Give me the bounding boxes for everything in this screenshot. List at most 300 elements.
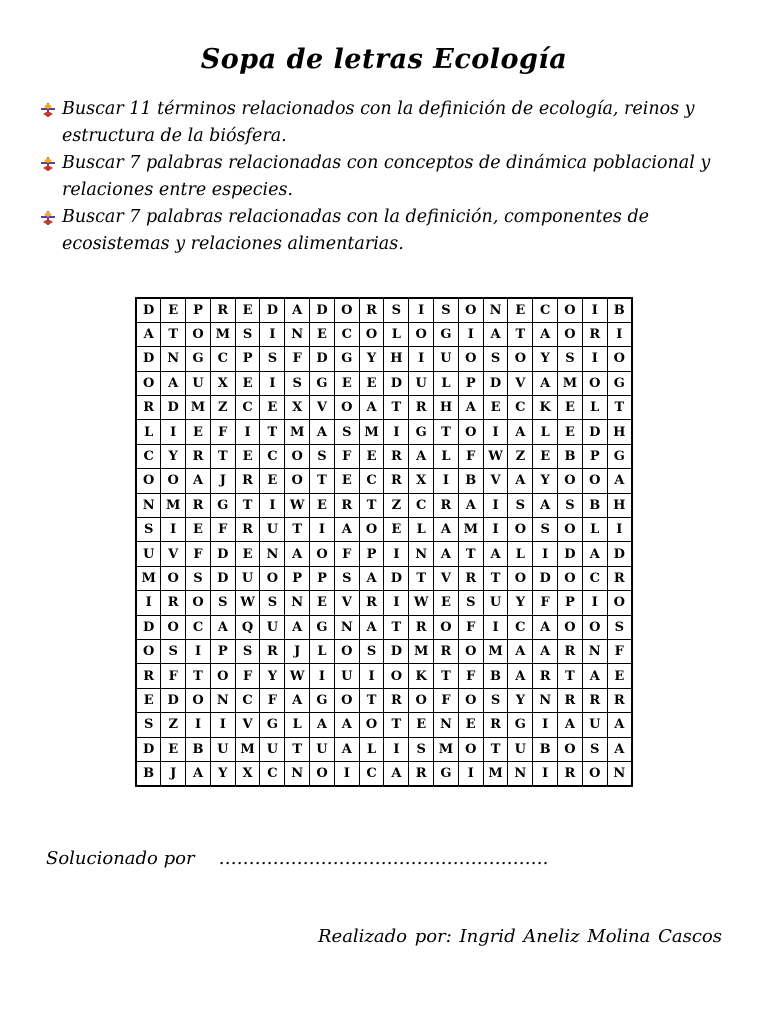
grid-cell[interactable]: G (607, 444, 632, 468)
grid-cell[interactable]: X (210, 371, 235, 395)
grid-cell[interactable]: T (186, 664, 211, 688)
grid-cell[interactable]: N (434, 713, 459, 737)
grid-cell[interactable]: I (384, 737, 409, 761)
grid-cell[interactable]: I (310, 664, 335, 688)
grid-cell[interactable]: Y (508, 688, 533, 712)
grid-cell[interactable]: B (607, 298, 632, 322)
grid-cell[interactable]: S (607, 615, 632, 639)
grid-cell[interactable]: A (508, 664, 533, 688)
grid-cell[interactable]: A (310, 420, 335, 444)
grid-cell[interactable]: T (285, 518, 310, 542)
grid-cell[interactable]: D (558, 542, 583, 566)
grid-cell[interactable]: D (533, 566, 558, 590)
grid-cell[interactable]: I (533, 542, 558, 566)
grid-cell[interactable]: T (161, 322, 186, 346)
grid-cell[interactable]: E (260, 469, 285, 493)
grid-cell[interactable]: M (186, 396, 211, 420)
grid-cell[interactable]: I (533, 713, 558, 737)
grid-cell[interactable]: N (285, 322, 310, 346)
grid-cell[interactable]: R (434, 639, 459, 663)
grid-cell[interactable]: I (310, 518, 335, 542)
grid-cell[interactable]: O (582, 371, 607, 395)
grid-cell[interactable]: T (409, 566, 434, 590)
grid-cell[interactable]: L (582, 396, 607, 420)
grid-cell[interactable]: K (533, 396, 558, 420)
grid-cell[interactable]: A (434, 518, 459, 542)
grid-cell[interactable]: C (334, 322, 359, 346)
grid-cell[interactable]: R (161, 591, 186, 615)
grid-cell[interactable]: R (235, 518, 260, 542)
grid-cell[interactable]: H (607, 493, 632, 517)
grid-cell[interactable]: R (136, 664, 161, 688)
grid-cell[interactable]: I (533, 761, 558, 785)
grid-cell[interactable]: X (409, 469, 434, 493)
grid-cell[interactable]: O (558, 298, 583, 322)
grid-cell[interactable]: C (359, 469, 384, 493)
grid-cell[interactable]: S (434, 298, 459, 322)
grid-cell[interactable]: I (359, 664, 384, 688)
grid-cell[interactable]: A (285, 688, 310, 712)
grid-cell[interactable]: G (508, 713, 533, 737)
grid-cell[interactable]: P (186, 298, 211, 322)
grid-cell[interactable]: F (260, 688, 285, 712)
grid-cell[interactable]: O (458, 688, 483, 712)
grid-cell[interactable]: I (434, 469, 459, 493)
grid-cell[interactable]: U (310, 737, 335, 761)
grid-cell[interactable]: B (186, 737, 211, 761)
grid-cell[interactable]: M (434, 737, 459, 761)
grid-cell[interactable]: O (186, 322, 211, 346)
grid-cell[interactable]: T (235, 493, 260, 517)
grid-cell[interactable]: O (285, 444, 310, 468)
grid-cell[interactable]: T (359, 688, 384, 712)
grid-cell[interactable]: O (558, 469, 583, 493)
grid-cell[interactable]: S (533, 518, 558, 542)
grid-cell[interactable]: T (483, 737, 508, 761)
grid-cell[interactable]: R (359, 298, 384, 322)
grid-cell[interactable]: I (607, 518, 632, 542)
grid-cell[interactable]: A (359, 615, 384, 639)
grid-cell[interactable]: A (533, 371, 558, 395)
grid-cell[interactable]: C (186, 615, 211, 639)
grid-cell[interactable]: I (582, 347, 607, 371)
grid-cell[interactable]: F (334, 542, 359, 566)
grid-cell[interactable]: N (334, 615, 359, 639)
grid-cell[interactable]: U (409, 371, 434, 395)
grid-cell[interactable]: U (235, 566, 260, 590)
grid-cell[interactable]: A (409, 444, 434, 468)
grid-cell[interactable]: N (533, 688, 558, 712)
grid-cell[interactable]: E (508, 298, 533, 322)
grid-cell[interactable]: R (483, 713, 508, 737)
grid-cell[interactable]: S (285, 371, 310, 395)
grid-cell[interactable]: E (161, 298, 186, 322)
grid-cell[interactable]: E (359, 371, 384, 395)
grid-cell[interactable]: I (483, 420, 508, 444)
grid-cell[interactable]: O (359, 322, 384, 346)
grid-cell[interactable]: E (384, 518, 409, 542)
grid-cell[interactable]: U (483, 591, 508, 615)
grid-cell[interactable]: F (458, 664, 483, 688)
grid-cell[interactable]: A (533, 493, 558, 517)
grid-cell[interactable]: U (334, 664, 359, 688)
grid-cell[interactable]: C (508, 396, 533, 420)
grid-cell[interactable]: E (533, 444, 558, 468)
grid-cell[interactable]: B (558, 444, 583, 468)
grid-cell[interactable]: B (458, 469, 483, 493)
grid-cell[interactable]: L (533, 420, 558, 444)
grid-cell[interactable]: L (409, 518, 434, 542)
grid-cell[interactable]: T (458, 542, 483, 566)
grid-cell[interactable]: A (607, 469, 632, 493)
grid-cell[interactable]: A (508, 469, 533, 493)
grid-cell[interactable]: M (359, 420, 384, 444)
grid-cell[interactable]: G (310, 371, 335, 395)
grid-cell[interactable]: Z (508, 444, 533, 468)
grid-cell[interactable]: C (359, 761, 384, 785)
grid-cell[interactable]: F (235, 664, 260, 688)
grid-cell[interactable]: J (285, 639, 310, 663)
grid-cell[interactable]: R (409, 615, 434, 639)
grid-cell[interactable]: P (235, 347, 260, 371)
grid-cell[interactable]: I (161, 420, 186, 444)
grid-cell[interactable]: G (607, 371, 632, 395)
grid-cell[interactable]: V (483, 469, 508, 493)
grid-cell[interactable]: N (508, 761, 533, 785)
grid-cell[interactable]: S (334, 566, 359, 590)
grid-cell[interactable]: H (434, 396, 459, 420)
grid-cell[interactable]: G (434, 761, 459, 785)
grid-cell[interactable]: A (483, 542, 508, 566)
grid-cell[interactable]: T (384, 713, 409, 737)
grid-cell[interactable]: S (384, 298, 409, 322)
grid-cell[interactable]: W (409, 591, 434, 615)
grid-cell[interactable]: A (582, 542, 607, 566)
grid-cell[interactable]: C (235, 688, 260, 712)
grid-cell[interactable]: D (582, 420, 607, 444)
grid-cell[interactable]: L (136, 420, 161, 444)
grid-cell[interactable]: U (186, 371, 211, 395)
grid-cell[interactable]: R (558, 688, 583, 712)
grid-cell[interactable]: G (434, 322, 459, 346)
grid-cell[interactable]: X (235, 761, 260, 785)
grid-cell[interactable]: C (582, 566, 607, 590)
grid-cell[interactable]: R (186, 493, 211, 517)
grid-cell[interactable]: G (186, 347, 211, 371)
grid-cell[interactable]: L (508, 542, 533, 566)
grid-cell[interactable]: O (136, 371, 161, 395)
grid-cell[interactable]: E (310, 493, 335, 517)
grid-cell[interactable]: R (384, 469, 409, 493)
grid-cell[interactable]: I (483, 518, 508, 542)
grid-cell[interactable]: O (359, 713, 384, 737)
grid-cell[interactable]: O (136, 639, 161, 663)
grid-cell[interactable]: R (434, 493, 459, 517)
grid-cell[interactable]: O (558, 518, 583, 542)
grid-cell[interactable]: I (409, 347, 434, 371)
grid-cell[interactable]: R (582, 322, 607, 346)
grid-cell[interactable]: A (458, 493, 483, 517)
grid-cell[interactable]: E (136, 688, 161, 712)
grid-cell[interactable]: A (533, 615, 558, 639)
grid-cell[interactable]: I (334, 761, 359, 785)
grid-cell[interactable]: D (210, 542, 235, 566)
grid-cell[interactable]: S (235, 322, 260, 346)
grid-cell[interactable]: W (483, 444, 508, 468)
grid-cell[interactable]: E (310, 322, 335, 346)
grid-cell[interactable]: O (458, 420, 483, 444)
grid-cell[interactable]: A (285, 542, 310, 566)
grid-cell[interactable]: L (359, 737, 384, 761)
grid-cell[interactable]: F (533, 591, 558, 615)
grid-cell[interactable]: D (310, 298, 335, 322)
grid-cell[interactable]: I (260, 493, 285, 517)
grid-cell[interactable]: A (558, 713, 583, 737)
grid-cell[interactable]: O (136, 469, 161, 493)
grid-cell[interactable]: R (136, 396, 161, 420)
grid-cell[interactable]: H (384, 347, 409, 371)
grid-cell[interactable]: V (508, 371, 533, 395)
grid-cell[interactable]: Z (384, 493, 409, 517)
grid-cell[interactable]: C (409, 493, 434, 517)
grid-cell[interactable]: V (235, 713, 260, 737)
grid-cell[interactable]: O (582, 615, 607, 639)
grid-cell[interactable]: O (409, 688, 434, 712)
grid-cell[interactable]: E (310, 591, 335, 615)
grid-cell[interactable]: E (235, 444, 260, 468)
grid-cell[interactable]: M (210, 322, 235, 346)
grid-cell[interactable]: N (409, 542, 434, 566)
grid-cell[interactable]: S (210, 591, 235, 615)
grid-cell[interactable]: O (607, 347, 632, 371)
grid-cell[interactable]: O (334, 688, 359, 712)
grid-cell[interactable]: M (458, 518, 483, 542)
grid-cell[interactable]: I (458, 761, 483, 785)
grid-cell[interactable]: A (384, 761, 409, 785)
grid-cell[interactable]: E (235, 298, 260, 322)
grid-cell[interactable]: E (434, 591, 459, 615)
grid-cell[interactable]: F (186, 542, 211, 566)
grid-cell[interactable]: S (260, 347, 285, 371)
grid-cell[interactable]: O (384, 664, 409, 688)
grid-cell[interactable]: I (136, 591, 161, 615)
grid-cell[interactable]: A (508, 420, 533, 444)
grid-cell[interactable]: R (533, 664, 558, 688)
grid-cell[interactable]: T (210, 444, 235, 468)
grid-cell[interactable]: S (359, 639, 384, 663)
grid-cell[interactable]: F (285, 347, 310, 371)
grid-cell[interactable]: A (607, 737, 632, 761)
grid-cell[interactable]: O (458, 347, 483, 371)
grid-cell[interactable]: M (161, 493, 186, 517)
grid-cell[interactable]: R (558, 761, 583, 785)
grid-cell[interactable]: T (558, 664, 583, 688)
grid-cell[interactable]: Y (161, 444, 186, 468)
grid-cell[interactable]: P (458, 371, 483, 395)
grid-cell[interactable]: Y (533, 469, 558, 493)
grid-cell[interactable]: A (359, 566, 384, 590)
grid-cell[interactable]: O (161, 615, 186, 639)
grid-cell[interactable]: F (434, 688, 459, 712)
grid-cell[interactable]: O (310, 542, 335, 566)
grid-cell[interactable]: B (136, 761, 161, 785)
grid-cell[interactable]: D (384, 371, 409, 395)
grid-cell[interactable]: S (260, 591, 285, 615)
grid-cell[interactable]: O (409, 322, 434, 346)
grid-cell[interactable]: O (558, 615, 583, 639)
grid-cell[interactable]: S (508, 493, 533, 517)
grid-cell[interactable]: T (434, 420, 459, 444)
grid-cell[interactable]: O (186, 688, 211, 712)
grid-cell[interactable]: F (210, 420, 235, 444)
grid-cell[interactable]: B (483, 664, 508, 688)
grid-cell[interactable]: S (310, 444, 335, 468)
grid-cell[interactable]: F (334, 444, 359, 468)
grid-cell[interactable]: A (434, 542, 459, 566)
grid-cell[interactable]: O (558, 322, 583, 346)
grid-cell[interactable]: I (235, 420, 260, 444)
grid-cell[interactable]: S (458, 591, 483, 615)
grid-cell[interactable]: I (260, 371, 285, 395)
grid-cell[interactable]: Y (210, 761, 235, 785)
grid-cell[interactable]: O (458, 639, 483, 663)
grid-cell[interactable]: G (409, 420, 434, 444)
grid-cell[interactable]: R (458, 566, 483, 590)
grid-cell[interactable]: R (607, 688, 632, 712)
grid-cell[interactable]: E (409, 713, 434, 737)
grid-cell[interactable]: S (582, 737, 607, 761)
grid-cell[interactable]: D (384, 566, 409, 590)
grid-cell[interactable]: R (409, 396, 434, 420)
grid-cell[interactable]: U (210, 737, 235, 761)
grid-cell[interactable]: R (558, 639, 583, 663)
grid-cell[interactable]: O (334, 396, 359, 420)
grid-cell[interactable]: U (260, 737, 285, 761)
grid-cell[interactable]: D (136, 615, 161, 639)
grid-cell[interactable]: D (136, 347, 161, 371)
grid-cell[interactable]: I (582, 591, 607, 615)
grid-cell[interactable]: N (136, 493, 161, 517)
grid-cell[interactable]: D (607, 542, 632, 566)
grid-cell[interactable]: L (434, 444, 459, 468)
grid-cell[interactable]: E (235, 371, 260, 395)
grid-cell[interactable]: A (136, 322, 161, 346)
grid-cell[interactable]: O (334, 639, 359, 663)
grid-cell[interactable]: I (458, 322, 483, 346)
grid-cell[interactable]: J (210, 469, 235, 493)
grid-cell[interactable]: A (161, 371, 186, 395)
grid-cell[interactable]: S (161, 639, 186, 663)
grid-cell[interactable]: E (186, 420, 211, 444)
grid-cell[interactable]: M (235, 737, 260, 761)
grid-cell[interactable]: N (210, 688, 235, 712)
grid-cell[interactable]: A (334, 737, 359, 761)
grid-cell[interactable]: O (260, 566, 285, 590)
grid-cell[interactable]: N (483, 298, 508, 322)
grid-cell[interactable]: N (285, 761, 310, 785)
grid-cell[interactable]: O (458, 737, 483, 761)
grid-cell[interactable]: R (582, 688, 607, 712)
grid-cell[interactable]: T (483, 566, 508, 590)
grid-cell[interactable]: T (285, 737, 310, 761)
grid-cell[interactable]: F (458, 444, 483, 468)
grid-cell[interactable]: V (310, 396, 335, 420)
grid-cell[interactable]: E (607, 664, 632, 688)
grid-cell[interactable]: I (186, 639, 211, 663)
grid-cell[interactable]: O (607, 591, 632, 615)
grid-cell[interactable]: L (310, 639, 335, 663)
grid-cell[interactable]: T (607, 396, 632, 420)
grid-cell[interactable]: D (136, 298, 161, 322)
grid-cell[interactable]: G (334, 347, 359, 371)
grid-cell[interactable]: S (558, 347, 583, 371)
grid-cell[interactable]: M (409, 639, 434, 663)
grid-cell[interactable]: E (161, 737, 186, 761)
grid-cell[interactable]: D (161, 688, 186, 712)
grid-cell[interactable]: N (607, 761, 632, 785)
grid-cell[interactable]: U (582, 713, 607, 737)
grid-cell[interactable]: D (260, 298, 285, 322)
grid-cell[interactable]: N (161, 347, 186, 371)
grid-cell[interactable]: O (161, 469, 186, 493)
grid-cell[interactable]: T (434, 664, 459, 688)
grid-cell[interactable]: C (136, 444, 161, 468)
grid-cell[interactable]: T (384, 396, 409, 420)
grid-cell[interactable]: O (334, 298, 359, 322)
grid-cell[interactable]: I (186, 713, 211, 737)
grid-cell[interactable]: R (384, 444, 409, 468)
grid-cell[interactable]: A (186, 469, 211, 493)
grid-cell[interactable]: U (260, 615, 285, 639)
grid-cell[interactable]: T (384, 615, 409, 639)
grid-cell[interactable]: E (235, 542, 260, 566)
grid-cell[interactable]: W (285, 664, 310, 688)
grid-cell[interactable]: R (607, 566, 632, 590)
grid-cell[interactable]: U (434, 347, 459, 371)
grid-cell[interactable]: O (285, 469, 310, 493)
grid-cell[interactable]: O (186, 591, 211, 615)
grid-cell[interactable]: A (359, 396, 384, 420)
grid-cell[interactable]: P (210, 639, 235, 663)
grid-cell[interactable]: M (285, 420, 310, 444)
grid-cell[interactable]: M (136, 566, 161, 590)
grid-cell[interactable]: N (285, 591, 310, 615)
grid-cell[interactable]: P (558, 591, 583, 615)
grid-cell[interactable]: M (558, 371, 583, 395)
grid-cell[interactable]: X (285, 396, 310, 420)
grid-cell[interactable]: O (310, 761, 335, 785)
grid-cell[interactable]: P (359, 542, 384, 566)
grid-cell[interactable]: E (260, 396, 285, 420)
grid-cell[interactable]: W (285, 493, 310, 517)
grid-cell[interactable]: V (334, 591, 359, 615)
grid-cell[interactable]: U (260, 518, 285, 542)
grid-cell[interactable]: O (210, 664, 235, 688)
grid-cell[interactable]: I (161, 518, 186, 542)
grid-cell[interactable]: A (334, 518, 359, 542)
grid-cell[interactable]: R (210, 298, 235, 322)
grid-cell[interactable]: O (359, 518, 384, 542)
grid-cell[interactable]: S (483, 347, 508, 371)
grid-cell[interactable]: D (384, 639, 409, 663)
grid-cell[interactable]: O (558, 566, 583, 590)
grid-cell[interactable]: S (334, 420, 359, 444)
grid-cell[interactable]: O (582, 469, 607, 493)
grid-cell[interactable]: T (260, 420, 285, 444)
grid-cell[interactable]: A (310, 713, 335, 737)
grid-cell[interactable]: Z (161, 713, 186, 737)
grid-cell[interactable]: D (161, 396, 186, 420)
